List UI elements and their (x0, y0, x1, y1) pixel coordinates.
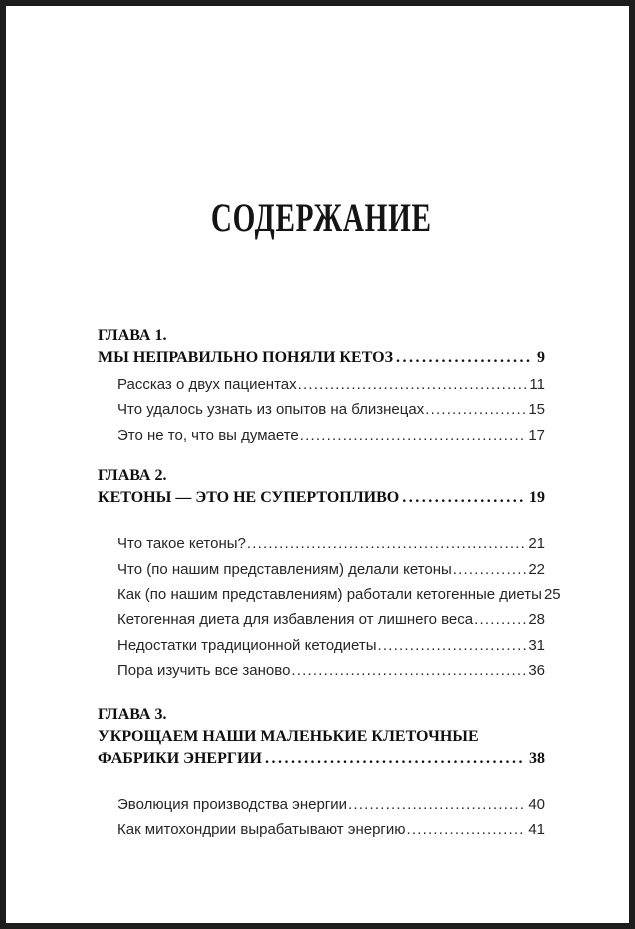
item-page-number: 25 (543, 586, 561, 604)
item-page-number: 31 (528, 636, 545, 654)
item-label: Что (по нашим представлениям) делали кетоны (117, 560, 452, 578)
chapter-3-label: ГЛАВА 3. (98, 705, 167, 723)
toc-item-row (117, 792, 545, 817)
dot-leader (393, 347, 532, 369)
item-label: Что удалось узнать из опытов на близнецах (117, 401, 425, 419)
item-label: Как митохондрии вырабатывают энергию (117, 821, 406, 839)
item-page-number: 11 (529, 376, 545, 393)
dot-leader (377, 633, 527, 658)
toc-content (98, 195, 561, 842)
book-page (6, 6, 629, 923)
chapter-2-title-row (98, 487, 545, 509)
item-label: Что такое кетоны? (117, 535, 246, 553)
chapter-1-title: МЫ НЕПРАВИЛЬНО ПОНЯЛИ КЕТОЗ (98, 349, 394, 366)
item-page-number: 40 (528, 795, 545, 813)
toc-item-row (117, 633, 545, 658)
dot-leader (246, 531, 526, 556)
toc-item-row (117, 817, 545, 842)
chapter-3-page-number: 38 (529, 749, 545, 767)
toc-item-row (117, 423, 545, 448)
item-page-number: 15 (528, 401, 545, 419)
toc-item-row (117, 557, 545, 582)
toc-item-row (117, 531, 545, 556)
chapter-3-items (117, 792, 545, 843)
item-label: Эволюция производства энергии (117, 795, 348, 813)
item-label: Недостатки традиционной кетодиеты (117, 636, 377, 654)
item-page-number: 28 (528, 611, 545, 629)
dot-leader (290, 658, 526, 683)
toc-section-chapter-1 (98, 325, 545, 448)
chapter-3-title-row (98, 748, 545, 770)
item-label: Рассказ о двух пациентах (117, 376, 297, 393)
dot-leader (406, 817, 527, 842)
item-label: Как (по нашим представлениям) работали кетогенные диеты (117, 586, 542, 604)
item-label: Это не то, что вы думаете (117, 426, 299, 444)
page-title (98, 196, 545, 240)
chapter-2-label: ГЛАВА 2. (98, 467, 167, 485)
item-page-number: 36 (528, 662, 545, 680)
chapter-1-heading (98, 325, 545, 369)
item-page-number: 41 (528, 821, 545, 839)
item-label: Пора изучить все заново (117, 662, 291, 680)
chapter-3-title-line1: УКРОЩАЕМ НАШИ МАЛЕНЬКИЕ КЛЕТОЧНЫЕ (98, 727, 479, 745)
item-label: Кетогенная диета для избавления от лишнего веса (117, 611, 474, 629)
item-page-number: 22 (528, 560, 545, 578)
dot-leader (347, 792, 526, 817)
page-title-text: СОДЕРЖАНИЕ (211, 195, 432, 240)
dot-leader (452, 557, 527, 582)
toc-item-row (117, 372, 545, 397)
chapter-2-items (117, 531, 561, 683)
dot-leader (299, 423, 527, 448)
toc-section-chapter-2 (98, 465, 561, 683)
toc-section-chapter-3 (98, 704, 545, 843)
toc-item-row (117, 397, 545, 422)
chapter-1-page-number: 9 (537, 349, 545, 366)
dot-leader (399, 487, 524, 509)
item-page-number: 17 (528, 426, 545, 444)
chapter-1-label: ГЛАВА 1. (98, 327, 167, 344)
toc-item-row (117, 658, 545, 683)
dot-leader (262, 748, 524, 770)
chapter-2-heading (98, 465, 545, 509)
chapter-2-page-number: 19 (529, 489, 545, 507)
chapter-2-title: КЕТОНЫ — ЭТО НЕ СУПЕРТОПЛИВО (98, 489, 400, 507)
chapter-1-items (117, 372, 545, 448)
chapter-1-title-row (98, 347, 545, 369)
dot-leader (297, 372, 528, 397)
dot-leader (473, 607, 526, 632)
toc-item-row (117, 582, 561, 607)
chapter-3-title-line2: ФАБРИКИ ЭНЕРГИИ (98, 749, 262, 767)
item-page-number: 21 (528, 535, 545, 553)
dot-leader (424, 397, 526, 422)
chapter-3-heading (98, 704, 545, 770)
toc-item-row (117, 607, 545, 632)
